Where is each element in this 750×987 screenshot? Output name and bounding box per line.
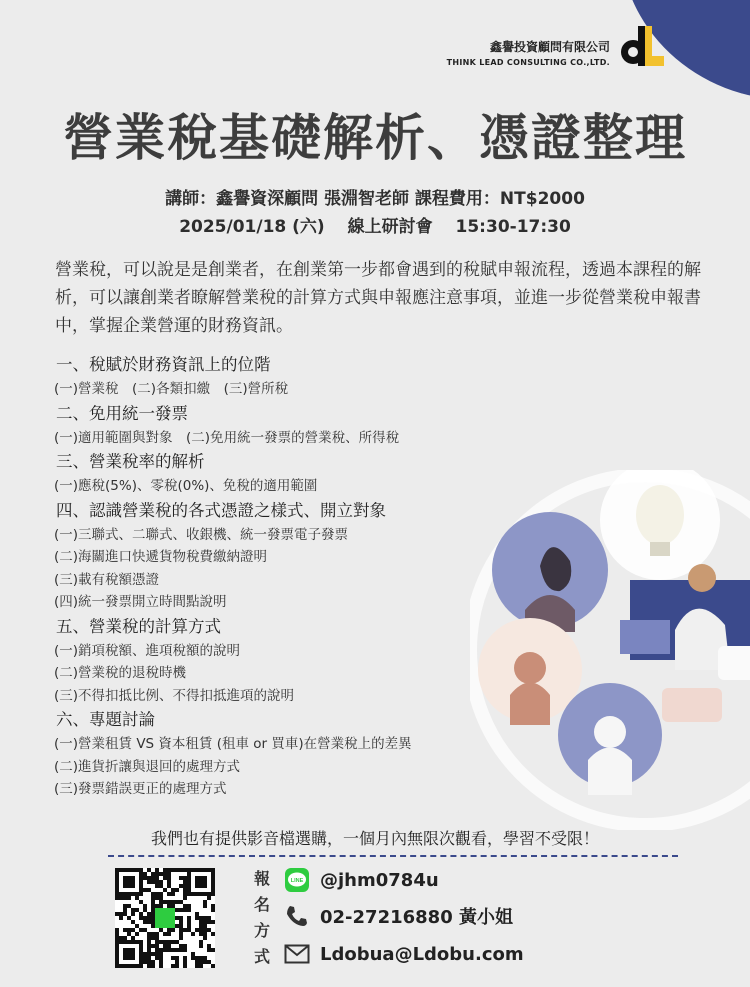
outline-item: (一)營業稅 (二)各類扣繳 (三)營所稅 <box>54 381 289 397</box>
line-id: @jhm0784u <box>320 869 439 891</box>
email-contact[interactable] <box>284 938 524 970</box>
outline-item: (二)進貨折讓與退回的處理方式 <box>54 758 241 775</box>
signup-label-char: 報 <box>253 869 270 888</box>
company-logo <box>618 22 668 70</box>
outline-item: (一)營業租賃 VS 資本租賃 (租車 or 買車)在營業稅上的差異 <box>54 736 412 752</box>
company-name-zh: 鑫譽投資顧問有限公司 <box>489 40 610 54</box>
company-name-en: THINK LEAD CONSULTING CO.,LTD. <box>446 58 610 67</box>
outline-item: (三)載有稅額憑證 <box>54 571 160 588</box>
outline-item: (四)統一發票開立時間點說明 <box>54 594 227 610</box>
course-info-line2: 2025/01/18 (六) 線上研討會 15:30-17:30 <box>179 217 571 237</box>
signup-label-char: 式 <box>253 947 270 966</box>
qr-code[interactable] <box>115 868 215 968</box>
outline-section-title: 一、稅賦於財務資訊上的位階 <box>56 355 271 374</box>
outline-item: (一)應稅(5%)、零稅(0%)、免稅的適用範圍 <box>54 478 318 494</box>
outline-item: (三)不得扣抵比例、不得扣抵進項的說明 <box>54 687 295 704</box>
course-intro: 營業稅，可以說是是創業者，在創業第一步都會遇到的稅賦申報流程，透過本課程的解析，可以讓創業者瞭解營業稅的計算方式與申報應注意事項，並進一步從營業稅申報書中，掌握企業營運的財務資訊。 <box>55 260 701 336</box>
phone-icon <box>284 903 310 929</box>
company-name <box>430 38 610 67</box>
outline-section-title: 二、免用統一發票 <box>56 403 188 423</box>
outline-item: (二)營業稅的退稅時機 <box>54 665 187 681</box>
outline-item: (二)海關進口快遞貨物稅費繳納證明 <box>54 549 268 565</box>
signup-label-char: 名 <box>253 895 270 914</box>
mail-icon <box>284 941 310 967</box>
outline-item: (一)適用範圍與對象 (二)免用統一發票的營業稅、所得稅 <box>54 429 400 446</box>
outline-item: (一)銷項稅額、進項稅額的說明 <box>54 642 241 659</box>
line-badge-text: LINE <box>290 878 304 884</box>
outline-section-title: 五、營業稅的計算方式 <box>56 616 221 636</box>
signup-label-char: 方 <box>253 921 270 940</box>
divider <box>108 855 678 857</box>
outline-section-title: 三、營業稅率的解析 <box>56 452 205 471</box>
page-title: 營業稅基礎解析、憑證整理 <box>63 109 687 167</box>
phone-contact[interactable] <box>284 900 513 932</box>
phone-number: 02-27216880 黃小姐 <box>320 907 513 928</box>
outline-item: (三)發票錯誤更正的處理方式 <box>54 781 227 797</box>
people-lightbulb-illustration <box>470 470 750 830</box>
outline-section-title: 六、專題討論 <box>56 710 155 729</box>
outline-item: (一)三聯式、二聯式、收銀機、統一發票電子發票 <box>54 526 349 543</box>
course-outline <box>54 352 514 801</box>
signup-label <box>252 866 272 970</box>
outline-section-title: 四、認識營業稅的各式憑證之樣式、開立對象 <box>56 500 386 520</box>
course-info-line1: 講師：鑫譽資深顧問 張淵智老師 課程費用：NT$2000 <box>165 189 585 209</box>
line-icon <box>284 867 310 893</box>
line-contact[interactable] <box>284 864 439 896</box>
promo-text: 我們也有提供影音檔選購，一個月內無限次觀看，學習不受限！ <box>150 829 599 848</box>
email-address: Ldobua@Ldobu.com <box>320 943 524 965</box>
